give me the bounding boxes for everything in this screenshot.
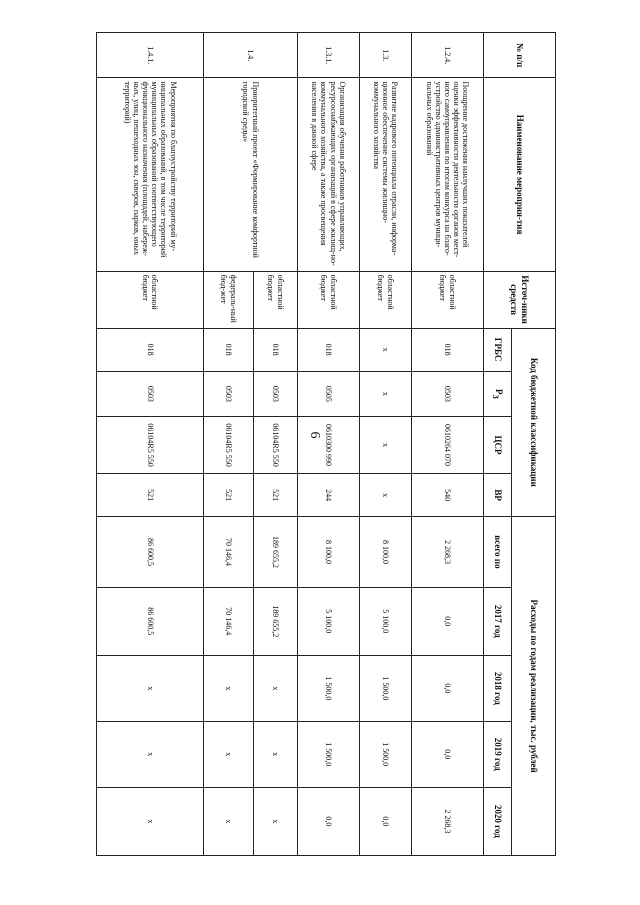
row-rz: 0503 xyxy=(412,371,484,416)
row-num: 1.4.1. xyxy=(97,33,204,78)
row-total: 8 100,0 xyxy=(298,517,360,587)
row-2020: x xyxy=(204,787,254,855)
row-vr: x xyxy=(360,473,412,516)
row-2019: x xyxy=(204,721,254,787)
row-vr: 244 xyxy=(298,473,360,516)
row-rz: x xyxy=(360,371,412,416)
table-rotation-wrapper xyxy=(96,32,556,856)
row-csr: x xyxy=(360,417,412,474)
row-2018: 1 500,0 xyxy=(298,655,360,721)
row-rz: 0503 xyxy=(97,371,204,416)
header-rz-label: Р xyxy=(494,389,504,395)
row-csr: 06104R5 550 xyxy=(204,417,254,474)
header-2019: 2019 год xyxy=(484,721,512,787)
row-csr: 0610264 070 xyxy=(412,417,484,474)
row-2018: x xyxy=(204,655,254,721)
row-2017: 86 600,5 xyxy=(97,587,204,655)
row-num: 1.3. xyxy=(360,33,412,78)
row-grbs: 018 xyxy=(97,328,204,371)
row-2019: x xyxy=(254,721,298,787)
row-rz: 0505 xyxy=(298,371,360,416)
row-num: 1.4. xyxy=(204,33,298,78)
header-budget-code-group: Код бюджетной классификации xyxy=(512,328,556,517)
row-2020: 0,0 xyxy=(360,787,412,855)
row-2020: 0,0 xyxy=(298,787,360,855)
header-expenses-group: Расходы по годам реализации, тыс. рублей xyxy=(512,517,556,856)
table-row xyxy=(360,33,412,856)
row-name: Организация обучения работников управляющих, ресурсоснабжающих организаций в сфере жилищ-но-коммунального хозяйства, а также просвещения населения в данной сфере xyxy=(298,78,360,271)
row-vr: 521 xyxy=(97,473,204,516)
row-grbs: 018 xyxy=(254,328,298,371)
header-grbs: ГРБС xyxy=(484,328,512,371)
row-csr: 0610300 990 xyxy=(298,417,360,474)
row-grbs: 018 xyxy=(298,328,360,371)
header-num: № п/п xyxy=(484,33,556,78)
row-name: Мероприятия по благоустройству территорий му-ниципальных образований, в том числе территорий муниципальных образований соответствующего функционального назначения (площадей, набереж-ных, улиц, пешеходных зон, скверов, парков, иных территорий) xyxy=(97,78,204,271)
row-2017: 0,0 xyxy=(412,587,484,655)
header-vr: ВР xyxy=(484,473,512,516)
header-csr: ЦСР xyxy=(484,417,512,474)
row-csr: 06104R5 550 xyxy=(254,417,298,474)
header-2018: 2018 год xyxy=(484,655,512,721)
row-source: областной бюджет xyxy=(298,271,360,328)
header-rz xyxy=(484,371,512,416)
row-total: 189 655,2 xyxy=(254,517,298,587)
row-grbs: x xyxy=(360,328,412,371)
row-grbs: 018 xyxy=(204,328,254,371)
row-name: Поощрение достижения наилучших показателей оценки эффективности деятельности органов мест-ного самоуправления по итогам конкурса на благо-устройство административных центров муници-пальных образований xyxy=(412,78,484,271)
row-source: областной бюджет xyxy=(97,271,204,328)
header-2017: 2017 год xyxy=(484,587,512,655)
table-row xyxy=(298,33,360,856)
row-vr: 540 xyxy=(412,473,484,516)
row-2018: x xyxy=(97,655,204,721)
row-2018: x xyxy=(254,655,298,721)
row-num: 1.2.4. xyxy=(412,33,484,78)
row-rz: 0503 xyxy=(254,371,298,416)
table-row xyxy=(412,33,484,856)
page-number: 6 xyxy=(307,431,322,439)
row-grbs: 018 xyxy=(412,328,484,371)
row-name: Приоритетный проект «Формирование комфортной городской среды» xyxy=(204,78,298,271)
row-source: областной бюджет xyxy=(360,271,412,328)
row-2019: 1 500,0 xyxy=(360,721,412,787)
row-source: областной бюджет xyxy=(412,271,484,328)
row-source: федераль-ный бюд-жет xyxy=(204,271,254,328)
header-name: Наименование мероприя-тия xyxy=(484,78,556,271)
row-2017: 5 100,0 xyxy=(360,587,412,655)
row-vr: 521 xyxy=(254,473,298,516)
header-rz-sub: З xyxy=(491,394,501,399)
row-num: 1.3.1. xyxy=(298,33,360,78)
row-2020: x xyxy=(254,787,298,855)
header-total: всего по xyxy=(484,517,512,587)
row-total: 86 600,5 xyxy=(97,517,204,587)
table-row xyxy=(254,33,298,856)
row-2017: 189 655,2 xyxy=(254,587,298,655)
row-2018: 0,0 xyxy=(412,655,484,721)
row-2020: x xyxy=(97,787,204,855)
row-total: 8 100,0 xyxy=(360,517,412,587)
row-rz: 0503 xyxy=(204,371,254,416)
row-2018: 1 500,0 xyxy=(360,655,412,721)
row-source: областной бюджет xyxy=(254,271,298,328)
row-2019: x xyxy=(97,721,204,787)
row-total: 70 146,4 xyxy=(204,517,254,587)
row-csr: 06104R5 550 xyxy=(97,417,204,474)
row-2020: 2 268,3 xyxy=(412,787,484,855)
row-2019: 1 500,0 xyxy=(298,721,360,787)
budget-table xyxy=(96,32,556,856)
row-total: 2 268,3 xyxy=(412,517,484,587)
row-2017: 70 146,4 xyxy=(204,587,254,655)
row-vr: 521 xyxy=(204,473,254,516)
row-2019: 0,0 xyxy=(412,721,484,787)
header-source: Источ-ники средств xyxy=(484,271,556,328)
row-2017: 5 100,0 xyxy=(298,587,360,655)
table-row xyxy=(97,33,204,856)
header-2020: 2020 год xyxy=(484,787,512,855)
row-name: Развитие кадрового потенциала отрасли, информа-ционное обеспечение системы жилищно-коммунального хозяйства xyxy=(360,78,412,271)
